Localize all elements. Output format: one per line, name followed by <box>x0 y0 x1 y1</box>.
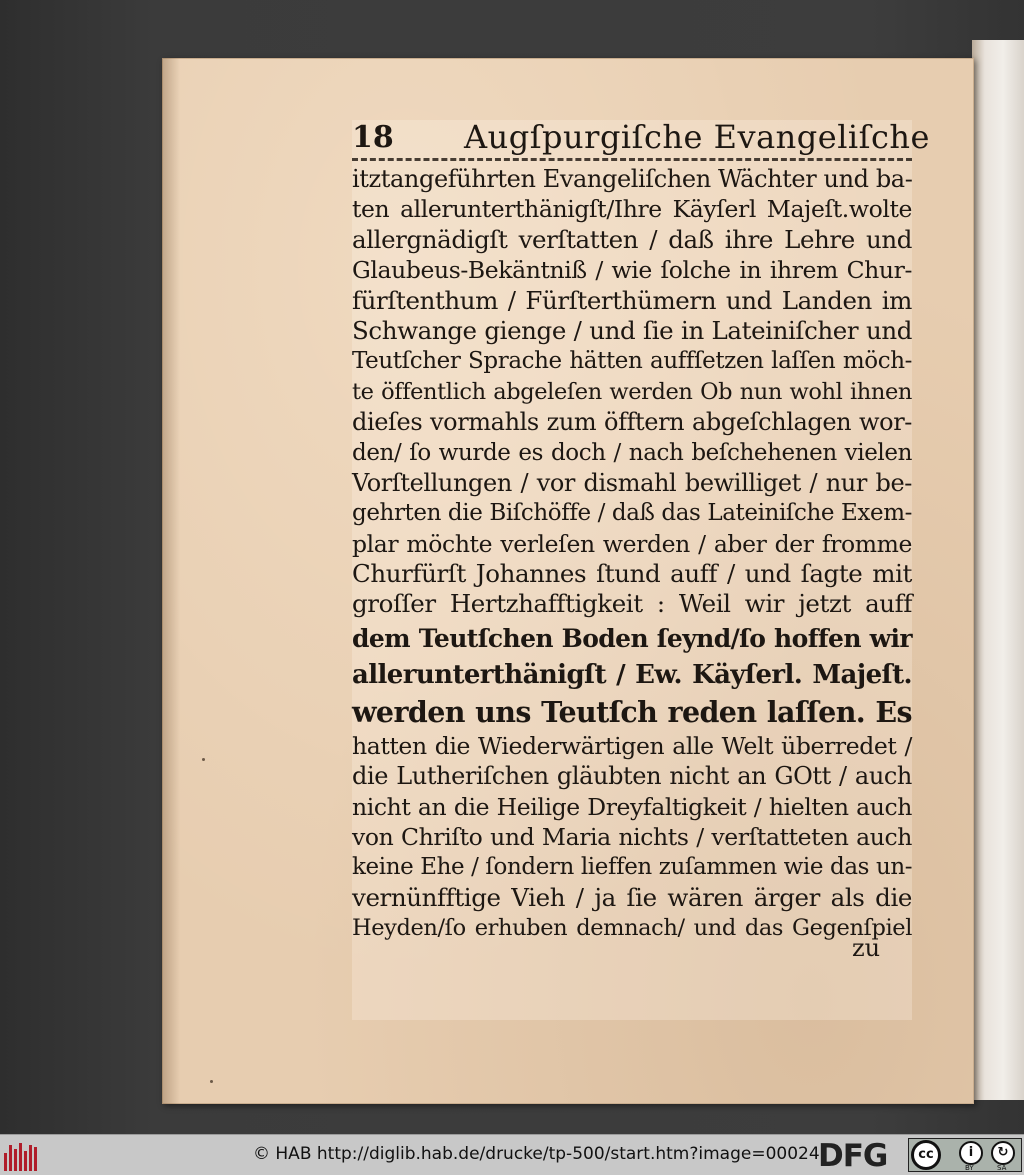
text-line: werden uns Teutſch reden laſſen. Es <box>352 694 912 729</box>
text-line: Schwange gienge / und ſie in Lateiniſcher und <box>352 315 912 345</box>
text-line: Vorſtellungen / vor dismahl bewilliget / nur be- <box>352 468 912 497</box>
running-title: Augſpurgiſche Evangeliſche <box>464 118 930 156</box>
copyright-link[interactable]: © HAB http://diglib.hab.de/drucke/tp-500/start.htm?image=00024 <box>253 1144 820 1164</box>
text-line: von Chriſto und Maria nichts / verſtatteten auch <box>352 823 912 852</box>
text-line: hatten die Wiederwärtigen alle Welt überredet / <box>352 731 912 760</box>
text-line: vernünfftige Vieh / ja ſie wären ärger als die <box>352 882 912 912</box>
cc-icon: cc <box>911 1140 941 1170</box>
text-line: Glaubeus-Bekäntniß / wie ſolche in ihrem Chur- <box>352 256 912 285</box>
cc-license-badge[interactable] <box>908 1138 1022 1172</box>
text-line: ten allerunterthänigſt/Ihre Käyſerl Majeſt.wolte <box>352 195 912 224</box>
catchword: zu <box>852 934 881 962</box>
dfg-logo[interactable]: DFG <box>818 1138 888 1174</box>
text-line: keine Ehe / ſondern lieffen zuſammen wie das un- <box>352 854 913 881</box>
sa-label: SA <box>997 1164 1007 1172</box>
book-page <box>162 58 974 1104</box>
by-person-icon: i <box>959 1141 983 1165</box>
by-label: BY <box>965 1164 974 1172</box>
body-text <box>352 164 912 944</box>
footer-bar <box>0 1134 1024 1175</box>
text-line: allerunterthänigſt / Ew. Käyſerl. Majeſt. <box>352 659 912 690</box>
text-line: itztangeführten Evangeliſchen Wächter und ba- <box>352 165 913 193</box>
text-line: Heyden/ſo erhuben demnach/ und das Gegenſpiel <box>352 915 912 942</box>
page-gutter-shadow <box>162 58 180 1104</box>
page-number: 18 <box>352 120 394 155</box>
text-line: plar möchte verleſen werden / aber der fromme <box>352 529 912 558</box>
paper-speck <box>202 758 205 761</box>
text-line: te öffentlich abgeleſen werden Ob nun wohl ihnen <box>352 378 912 405</box>
text-line: gehrten die Biſchöffe / daß das Lateiniſche Exem- <box>352 500 912 527</box>
next-leaf-edge <box>972 40 1024 1100</box>
sa-share-alike-icon: ↻ <box>991 1141 1015 1165</box>
text-line: nicht an die Heilige Dreyfaltigkeit / hielten auch <box>352 792 912 821</box>
text-line: Churfürſt Johannes ſtund auff / und ſagte mit <box>352 559 912 589</box>
text-line: Teutſcher Sprache hätten auffſetzen laſſen möch- <box>352 348 912 375</box>
text-line: die Lutheriſchen gläubten nicht an GOtt / auch <box>352 762 912 791</box>
paper-speck <box>210 1080 213 1083</box>
text-line: dem Teutſchen Boden ſeynd/ſo hoffen wir <box>352 623 912 653</box>
hab-logo-icon[interactable] <box>4 1139 40 1171</box>
text-line: dieſes vormahls zum öfftern abgeſchlagen wor- <box>352 408 912 437</box>
text-line: fürſtenthum / Fürſterthümern und Landen im <box>352 285 912 315</box>
text-line: den/ ſo wurde es doch / nach beſchehenen vielen <box>352 439 912 466</box>
page-header <box>352 118 930 162</box>
text-line: groſſer Hertzhafftigkeit : Weil wir jetzt auff <box>352 589 912 619</box>
text-line: allergnädigſt verſtatten / daß ihre Lehre und <box>352 224 912 254</box>
